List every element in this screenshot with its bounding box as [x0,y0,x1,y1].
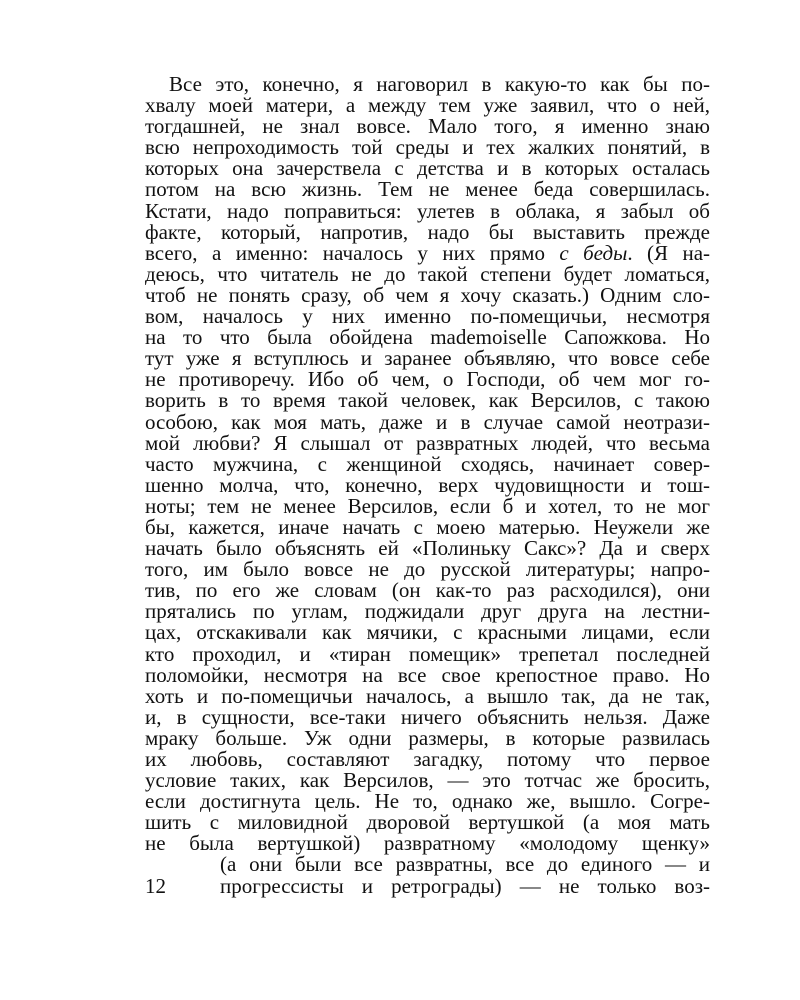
text-line: мраку больше. Уж одни размеры, в которые развилась [145,725,710,750]
text-line: начать было объяснять ей «Полиньку Сакс»? Да и сверх [145,536,710,561]
text-line: ноты; тем не менее Версилов, если б и хотел, то не мог [145,493,710,518]
text-line: тут уже я вступлюсь и заранее объявляю, что вовсе себе [145,346,710,371]
text-line: ворить в то время такой человек, как Версилов, с такою [145,388,710,413]
text-line: прогрессисты и ретрограды) — не только воз- [220,873,710,898]
text-line: особою, как моя мать, даже и в случае самой неотрази- [145,409,710,434]
text-line: деюсь, что читатель не до такой степени будет ломаться, [145,261,710,286]
text-line: не была вертушкой) развратному «молодому щенку» [145,831,710,856]
text-line: и, в сущности, все-таки ничего объяснить нельзя. Даже [145,704,710,729]
text-line: (а они были все развратны, все до единого — и [220,852,710,877]
text-line: поломойки, несмотря на все свое крепостное право. Но [145,662,710,687]
text-line: цах, отскакивали как мячики, с красными лицами, если [145,620,710,645]
text-line: факте, который, напротив, надо бы выставить прежде [145,219,710,244]
text-line: не противоречу. Ибо об чем, о Господи, об чем мог го- [145,367,710,392]
text-line: вом, началось у них именно по-помещичьи, несмотря [145,304,710,329]
text-line: часто мужчина, с женщиной сходясь, начинает совер- [145,451,710,476]
page-footer-line [145,873,710,898]
text-line: которых она зачерствела с детства и в которых осталась [145,156,710,181]
text-segment: всего, а именно: началось у них прямо [145,240,560,265]
text-line: Все это, конечно, я наговорил в какую-то как бы по- [169,72,710,96]
text-line: их любовь, составляют загадку, потому что первое [145,747,710,771]
text-line: чтоб не понять сразу, об чем я хочу сказать.) Одним сло- [145,282,710,307]
book-page [145,74,710,897]
text-line: шенно молча, что, конечно, верх чудовищности и тош- [145,472,710,497]
text-line-with-emphasis [145,240,711,265]
text-line: на то что была обойдена mademoiselle Сапожкова. Но [145,325,710,350]
text-line: Кстати, надо поправиться: улетев в облака, я забыл об [145,198,710,223]
text-line: условие таких, как Версилов, — это тотчас же бросить, [145,768,710,793]
text-line: того, им было вовсе не до русской литературы; напро- [145,557,710,582]
text-line: хвалу моей матери, а между тем уже заявил, что о ней, [145,93,710,118]
text-line: прятались по углам, поджидали друг друга на лестни- [145,599,710,624]
text-line: хоть и по-помещичьи началось, а вышло так, да не так, [145,683,710,708]
text-segment: . (Я на- [627,240,711,265]
text-line: тогдашней, не знал вовсе. Мало того, я именно знаю [145,114,710,139]
text-line: потом на всю жизнь. Тем не менее беда совершилась. [145,177,710,202]
text-line: шить с миловидной дворовой вертушкой (а моя мать [145,810,710,835]
text-line: если достигнута цель. Не то, однако же, вышло. Согре- [145,789,710,814]
text-line: кто проходил, и «тиран помещик» трепетал последней [145,641,710,666]
text-line: всю непроходимость той среды и тех жалких понятий, в [145,135,710,160]
text-line: бы, кажется, иначе начать с моею матерью. Неужели же [145,514,710,539]
page-number: 12 [145,873,166,898]
text-line: тив, по его же словам (он как-то раз расходился), они [145,578,710,603]
emphasis-text: с беды [559,240,628,265]
text-line: мой любви? Я слышал от развратных людей, что весьма [145,430,710,455]
